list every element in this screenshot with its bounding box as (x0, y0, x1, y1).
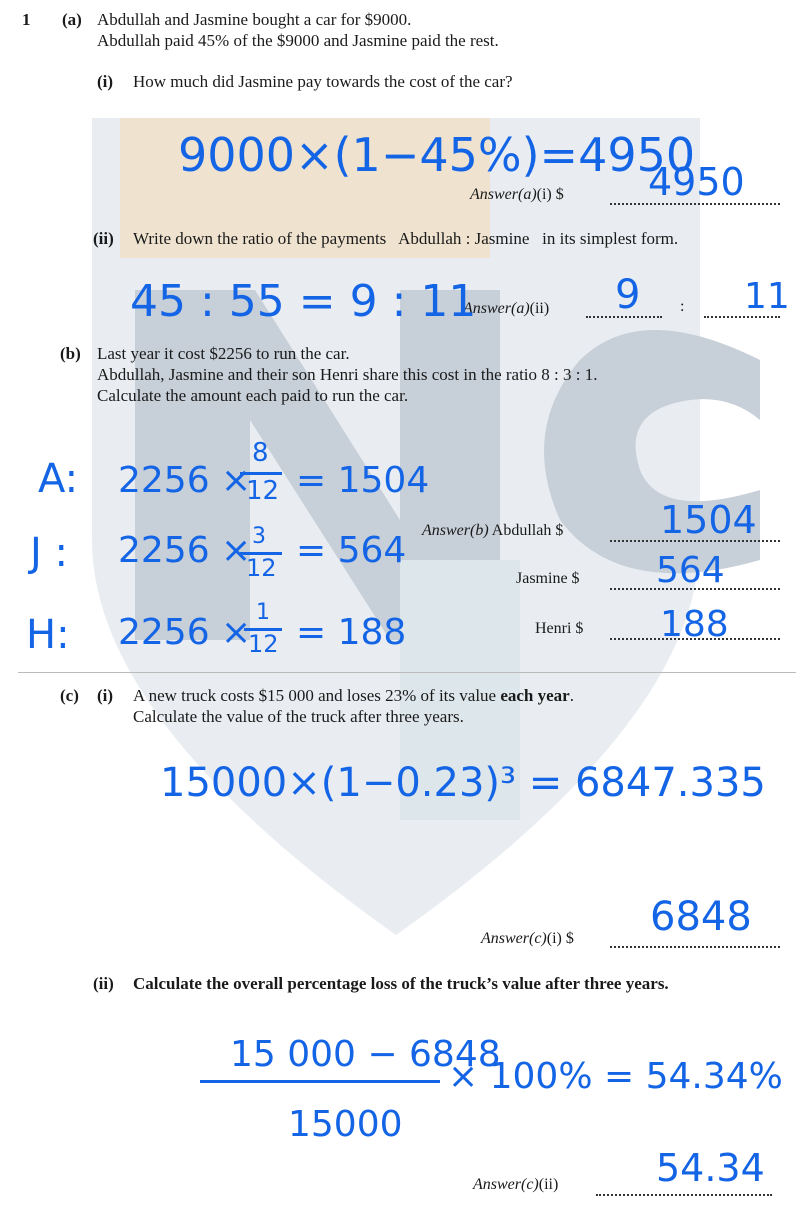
part-a-i-answer: 4950 (648, 160, 745, 204)
part-b-working-a-result: = 1504 (296, 460, 430, 501)
part-b-working-h-num: 1 (256, 600, 270, 625)
part-c-ii-working-denominator: 15000 (288, 1104, 403, 1145)
part-b-answer-label-abdullah: Answer(b) Abdullah $ (422, 522, 564, 539)
part-a-ii-label: (ii) (93, 229, 114, 248)
part-c-ii-answer: 54.34 (656, 1146, 765, 1190)
part-b-line2: Abdullah, Jasmine and their son Henri share this cost in the ratio 8 : 3 : 1. (97, 365, 598, 384)
section-divider (18, 672, 796, 673)
part-a-ii-answer-left: 9 (615, 272, 641, 318)
part-b-answer-abdullah: 1504 (660, 498, 757, 542)
part-a-i-question: How much did Jasmine pay towards the cost of the car? (133, 72, 513, 91)
part-a-ii-working: 45 : 55 = 9 : 11 (130, 276, 477, 327)
part-a-line1: Abdullah and Jasmine bought a car for $9000. (97, 10, 412, 29)
part-a-line2: Abdullah paid 45% of the $9000 and Jasmine paid the rest. (97, 31, 499, 50)
part-c-i-line1: A new truck costs $15 000 and loses 23% of its value each year. (133, 686, 574, 705)
part-a-label: (a) (62, 10, 82, 29)
part-a-i-answer-label: Answer(a)(i) $ (470, 186, 564, 203)
part-b-working-h-result: = 188 (296, 612, 407, 653)
part-b-working-a-den: 12 (246, 476, 280, 506)
question-number: 1 (22, 10, 31, 29)
part-c-ii-working-numerator: 15 000 − 6848 (230, 1034, 501, 1075)
part-b-working-j-den: 12 (246, 554, 277, 582)
part-b-answer-jasmine: 564 (656, 550, 725, 591)
part-a-ii-ratio-colon: : (680, 298, 685, 315)
part-b-working-h-prefix: H: (26, 612, 70, 658)
part-c-label: (c) (60, 686, 79, 705)
part-b-working-a-num: 8 (252, 438, 269, 468)
part-c-ii-label: (ii) (93, 974, 114, 993)
part-c-i-label: (i) (97, 686, 114, 705)
part-c-ii-question: Calculate the overall percentage loss of the truck’s value after three years. (133, 974, 669, 993)
part-a-ii-answer-label: Answer(a)(ii) (463, 300, 550, 317)
part-b-line3: Calculate the amount each paid to run the car. (97, 386, 409, 405)
part-b-working-a-expr: 2256 × (118, 460, 252, 501)
part-b-working-j-num: 3 (252, 524, 266, 549)
part-c-ii-answer-label: Answer(c)(ii) (473, 1176, 559, 1193)
part-b-working-h-den: 12 (248, 630, 279, 658)
part-a-i-label: (i) (97, 72, 114, 91)
part-c-i-answer-line (610, 946, 780, 948)
part-c-i-line2: Calculate the value of the truck after three years. (133, 707, 464, 726)
part-c-i-working: 15000×(1−0.23)³ = 6847.335 (160, 760, 766, 806)
part-b-line1: Last year it cost $2256 to run the car. (97, 344, 350, 363)
part-b-working-j-expr: 2256 × (118, 530, 252, 571)
part-b-working-h-expr: 2256 × (118, 612, 252, 653)
part-a-ii-answer-right: 11 (744, 276, 790, 317)
part-a-i-working: 9000×(1−45%)=4950 (178, 128, 696, 182)
part-c-ii-answer-line (596, 1194, 772, 1196)
part-c-i-answer-label: Answer(c)(i) $ (481, 930, 574, 947)
part-b-answer-henri: 188 (660, 604, 729, 645)
part-b-working-j-result: = 564 (296, 530, 407, 571)
part-b-answer-label-henri: Henri $ (535, 620, 584, 637)
part-b-working-a-bar (240, 472, 282, 475)
part-b-label: (b) (60, 344, 81, 363)
part-b-answer-label-jasmine: Jasmine $ (516, 570, 580, 587)
part-b-working-a-prefix: A: (38, 456, 79, 502)
part-c-ii-working-rest: × 100% = 54.34% (448, 1056, 783, 1097)
part-c-ii-working-bar (200, 1080, 440, 1083)
part-b-working-j-prefix: J : (30, 530, 68, 576)
part-c-i-answer: 6848 (650, 894, 752, 940)
part-a-ii-question: Write down the ratio of the payments Abdullah : Jasmine in its simplest form. (133, 229, 679, 248)
